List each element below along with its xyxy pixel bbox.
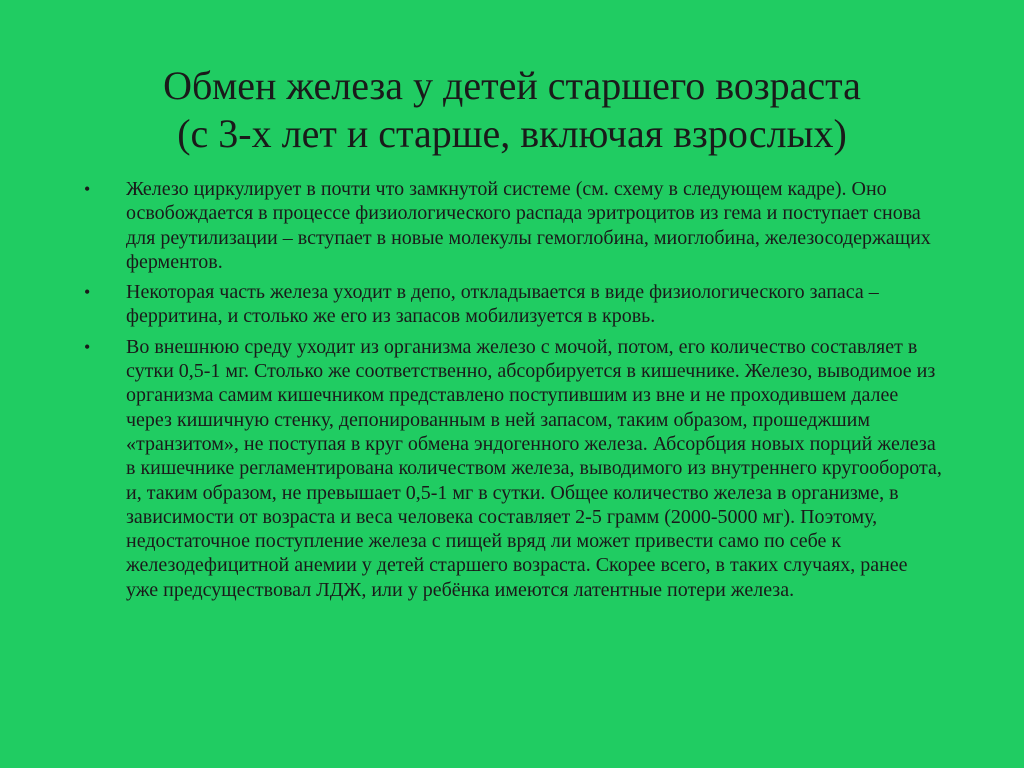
bullet-dot-icon: •: [84, 282, 91, 303]
bullet-item-depot: [84, 280, 944, 329]
title-line-1: Обмен железа у детей старшего возраста: [163, 63, 861, 108]
bullet-text: Железо циркулирует в почти что замкнутой системе (см. схему в следующем кадре). Оно освобождается в процессе физиологического распада эритроцитов из гема и поступает снова для реутилизации – вступает в новые молекулы гемоглобина, миоглобина, железосодержащих ферментов.: [126, 178, 931, 273]
bullet-list: [84, 177, 944, 608]
bullet-text: Во внешнюю среду уходит из организма железо с мочой, потом, его количество составляет в сутки 0,5-1 мг. Столько же соответственно, абсорбируется в кишечнике. Железо, выводимое из организма самим кишечником представлено поступившим из вне и не проходившем далее через кишичную стенку, депонированным в ней запасом, таким образом, прошеджшим «транзитом», не поступая в круг обмена эндогенного железа. Абсорбция новых порций железа в кишечнике регламентирована количеством железа, выводимого из внутреннего кругооборота, и, таким образом, не превышает 0,5-1 мг в сутки. Общее количество железа в организме, в зависимости от возраста и веса человека составляет 2-5 грамм (2000-5000 мг). Поэтому, недостаточное поступление железа с пищей вряд ли может привести само по себе к железодефицитной анемии у детей старшего возраста. Скорее всего, в таких случаях, ранее уже предсуществовал ЛДЖ, или у ребёнка имеются латентные потери железа.: [126, 335, 942, 601]
bullet-dot-icon: •: [84, 336, 91, 357]
title-line-2: (с 3-х лет и старше, включая взрослых): [177, 111, 847, 156]
bullet-text: Некоторая часть железа уходит в депо, откладывается в виде физиологического запаса – ферритина, и столько же его из запасов мобилизуется в кровь.: [126, 281, 879, 328]
bullet-item-circulation: [84, 177, 944, 274]
bullet-dot-icon: •: [84, 179, 91, 199]
slide-title: [60, 62, 964, 158]
bullet-item-excretion: [84, 335, 944, 602]
